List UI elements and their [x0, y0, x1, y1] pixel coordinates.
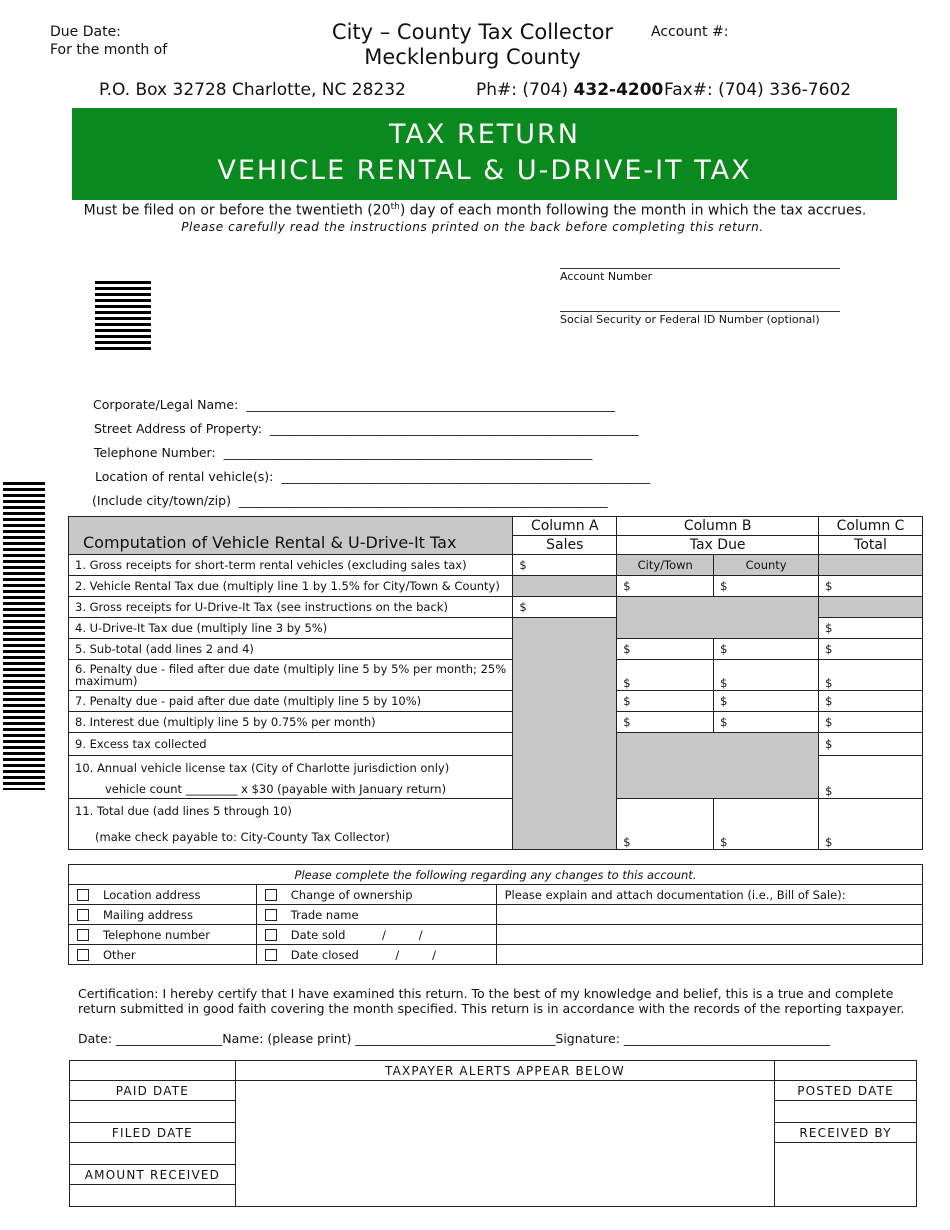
banner-subtitle: VEHICLE RENTAL & U-DRIVE-IT TAX — [217, 155, 752, 186]
account-number-line[interactable] — [560, 268, 840, 269]
table-row: 4. U-Drive-It Tax due (multiply line 3 by 5%) $ — [69, 618, 923, 639]
table-row: 7. Penalty due - paid after due date (multiply line 5 by 10%) $ $ $ — [69, 691, 923, 712]
filed-date-value[interactable] — [70, 1143, 236, 1165]
line-8-label: 8. Interest due (multiply line 5 by 0.75% per month) — [69, 712, 513, 733]
certification-text: Certification: I hereby certify that I have examined this return. To the best of my knowledge and belief, this is a true and complete return submitted in good faith covering the month specified. This return is in accordance with the records of the reporting taxpayer. — [78, 986, 905, 1016]
checkbox[interactable] — [77, 889, 89, 901]
table-row: 5. Sub-total (add lines 2 and 4) $ $ $ — [69, 639, 923, 660]
office-use-table — [69, 1060, 917, 1207]
line-7-label: 7. Penalty due - paid after due date (multiply line 5 by 10%) — [69, 691, 513, 712]
received-by-label: RECEIVED BY — [775, 1123, 917, 1143]
line-1-label: 1. Gross receipts for short-term rental vehicles (excluding sales tax) — [69, 555, 513, 576]
table-row — [69, 597, 923, 618]
city-zip-field[interactable]: (Include city/town/zip) ___________________________________________________________ — [92, 493, 608, 508]
street-address-field[interactable]: Street Address of Property: ___________________________________________________________ — [94, 421, 639, 436]
line-6-label: 6. Penalty due - filed after due date (multiply line 5 by 5% per month; 25% maximum) — [69, 660, 513, 691]
column-c-header: Column C — [819, 517, 923, 536]
column-b-sub: Tax Due — [617, 536, 819, 555]
posted-date-value[interactable] — [775, 1101, 917, 1123]
line-9-label: 9. Excess tax collected — [69, 733, 513, 756]
vehicle-count-field[interactable]: vehicle count _________ x $30 (payable with January return) — [105, 781, 447, 796]
received-by-value[interactable] — [775, 1143, 917, 1207]
changes-header: Please complete the following regarding any changes to this account. — [69, 865, 923, 885]
line-1-sales[interactable]: $ — [513, 555, 617, 576]
explain-line[interactable] — [496, 925, 922, 945]
checkbox[interactable] — [265, 929, 277, 941]
paid-date-value[interactable] — [70, 1101, 236, 1123]
line-11-label: 11. Total due (add lines 5 through 10) (make check payable to: City-County Tax Collector) — [69, 799, 513, 850]
side-barcode — [3, 482, 45, 790]
telephone-number-option[interactable]: Telephone number — [69, 925, 257, 945]
agency-name: City – County Tax Collector — [331, 20, 614, 44]
filed-date-label: FILED DATE — [70, 1123, 236, 1143]
title-banner — [72, 108, 897, 200]
date-sold-option[interactable]: Date sold / / — [256, 925, 496, 945]
instructions-note: Please carefully read the instructions printed on the back before completing this return. — [181, 220, 764, 234]
explain-line[interactable] — [496, 945, 922, 965]
telephone-field[interactable]: Telephone Number: ___________________________________________________________ — [94, 445, 593, 460]
barcode-block — [95, 281, 151, 350]
city-town-header: City/Town — [617, 555, 714, 576]
table-row: 10. Annual vehicle license tax (City of Charlotte jurisdiction only) vehicle count _________ x $30 (payable with January return) $ — [69, 756, 923, 799]
banner-title: TAX RETURN — [389, 119, 580, 150]
line-5-label: 5. Sub-total (add lines 2 and 4) — [69, 639, 513, 660]
table-row: 11. Total due (add lines 5 through 10) (make check payable to: City-County Tax Collector) $ $ $ — [69, 799, 923, 850]
county-header: County — [714, 555, 819, 576]
account-number-label: Account Number — [560, 270, 653, 283]
mailing-address-option[interactable]: Mailing address — [69, 905, 257, 925]
table-row: 9. Excess tax collected $ — [69, 733, 923, 756]
month-label: For the month of — [50, 42, 168, 58]
computation-table — [68, 516, 923, 850]
changes-table — [68, 864, 923, 965]
phone-number: Ph#: (704) 432-4200 — [476, 80, 664, 100]
line-3-sales[interactable]: $ — [513, 597, 617, 618]
line-3-label: 3. Gross receipts for U-Drive-It Tax (see instructions on the back) — [69, 597, 513, 618]
explain-label: Please explain and attach documentation (i.e., Bill of Sale): — [496, 885, 922, 905]
column-a-header: Column A — [513, 517, 617, 536]
table-row: 6. Penalty due - filed after due date (multiply line 5 by 5% per month; 25% maximum) $ $ $ — [69, 660, 923, 691]
account-label: Account #: — [651, 24, 729, 40]
line-2-label: 2. Vehicle Rental Tax due (multiply line 1 by 1.5% for City/Town & County) — [69, 576, 513, 597]
taxpayer-alerts-area — [235, 1081, 774, 1207]
table-row: 8. Interest due (multiply line 5 by 0.75% per month) $ $ $ — [69, 712, 923, 733]
due-date-label: Due Date: — [50, 24, 121, 40]
column-b-header: Column B — [617, 517, 819, 536]
fax-number: Fax#: (704) 336-7602 — [664, 80, 852, 100]
checkbox[interactable] — [265, 909, 277, 921]
line-10-label: 10. Annual vehicle license tax (City of Charlotte jurisdiction only) vehicle count _________ x $30 (payable with January return) — [69, 756, 513, 799]
paid-date-label: PAID DATE — [70, 1081, 236, 1101]
ssn-line[interactable] — [560, 311, 840, 312]
explain-line[interactable] — [496, 905, 922, 925]
agency-county: Mecklenburg County — [364, 45, 581, 69]
ssn-label: Social Security or Federal ID Number (optional) — [560, 313, 820, 326]
date-closed-option[interactable]: Date closed / / — [256, 945, 496, 965]
taxpayer-alerts-header: TAXPAYER ALERTS APPEAR BELOW — [235, 1061, 774, 1081]
table-row: 2. Vehicle Rental Tax due (multiply line 1 by 1.5% for City/Town & County) $ $ $ — [69, 576, 923, 597]
checkbox[interactable] — [265, 949, 277, 961]
checkbox[interactable] — [265, 889, 277, 901]
table-row — [69, 555, 923, 576]
signature-line[interactable]: Date: _________________Name: (please print) ________________________________Signature: _________________________________ — [78, 1031, 831, 1046]
other-option[interactable]: Other — [69, 945, 257, 965]
amount-received-value[interactable] — [70, 1185, 236, 1207]
trade-name-option[interactable]: Trade name — [256, 905, 496, 925]
amount-received-label: AMOUNT RECEIVED — [70, 1165, 236, 1185]
posted-date-label: POSTED DATE — [775, 1081, 917, 1101]
location-address-option[interactable]: Location address — [69, 885, 257, 905]
line-4-label: 4. U-Drive-It Tax due (multiply line 3 by 5%) — [69, 618, 513, 639]
mailing-address: P.O. Box 32728 Charlotte, NC 28232 — [99, 80, 406, 100]
rental-location-field[interactable]: Location of rental vehicle(s): ___________________________________________________________ — [95, 469, 651, 484]
checkbox[interactable] — [77, 909, 89, 921]
checkbox[interactable] — [77, 949, 89, 961]
computation-title: Computation of Vehicle Rental & U-Drive-It Tax — [69, 517, 513, 555]
change-ownership-option[interactable]: Change of ownership — [256, 885, 496, 905]
filing-deadline: Must be filed on or before the twentieth (20th) day of each month following the month in which the tax accrues. — [83, 202, 867, 219]
checkbox[interactable] — [77, 929, 89, 941]
column-c-sub: Total — [819, 536, 923, 555]
column-a-sub: Sales — [513, 536, 617, 555]
corporate-name-field[interactable]: Corporate/Legal Name: ___________________________________________________________ — [93, 397, 615, 412]
